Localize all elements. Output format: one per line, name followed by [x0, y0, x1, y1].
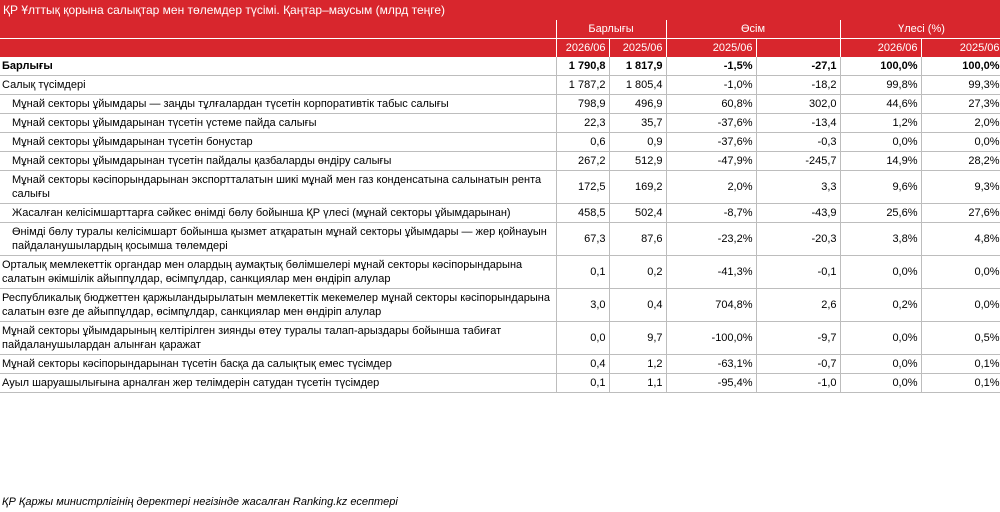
growth-percent: -41,3% — [666, 256, 756, 289]
share-2026: 0,0% — [840, 322, 921, 355]
share-2025: 0,5% — [921, 322, 1000, 355]
header-year: 2025/06 — [921, 39, 1000, 58]
table-row — [0, 57, 1000, 76]
total-2025: 496,9 — [609, 95, 666, 114]
row-label: Ауыл шаруашылығына арналған жер телімдерін сатудан түсетін түсімдер — [0, 374, 556, 393]
table-row — [0, 204, 1000, 223]
total-2025: 0,9 — [609, 133, 666, 152]
table-row — [0, 114, 1000, 133]
total-2026: 798,9 — [556, 95, 609, 114]
table-row — [0, 76, 1000, 95]
table-row — [0, 289, 1000, 322]
table-row — [0, 374, 1000, 393]
total-2026: 0,1 — [556, 256, 609, 289]
total-2025: 1,1 — [609, 374, 666, 393]
total-2025: 512,9 — [609, 152, 666, 171]
table-row — [0, 133, 1000, 152]
total-2026: 67,3 — [556, 223, 609, 256]
total-2025: 0,4 — [609, 289, 666, 322]
share-2026: 9,6% — [840, 171, 921, 204]
growth-percent: -100,0% — [666, 322, 756, 355]
growth-absolute: -13,4 — [756, 114, 840, 133]
share-2025: 27,6% — [921, 204, 1000, 223]
table-row — [0, 171, 1000, 204]
table-row — [0, 95, 1000, 114]
row-label: Мұнай секторы ұйымдарынан түсетін бонустар — [0, 133, 556, 152]
row-label: Барлығы — [0, 57, 556, 76]
payments-table — [0, 20, 1000, 393]
total-2026: 0,0 — [556, 322, 609, 355]
growth-absolute: -0,3 — [756, 133, 840, 152]
growth-percent: 704,8% — [666, 289, 756, 322]
row-label: Мұнай секторы кәсіпорындарынан түсетін басқа да салықтық емес түсімдер — [0, 355, 556, 374]
growth-percent: 60,8% — [666, 95, 756, 114]
share-2025: 99,3% — [921, 76, 1000, 95]
header-year: 2026/06 — [840, 39, 921, 58]
growth-absolute: -18,2 — [756, 76, 840, 95]
total-2026: 22,3 — [556, 114, 609, 133]
total-2026: 1 787,2 — [556, 76, 609, 95]
growth-percent: -23,2% — [666, 223, 756, 256]
growth-absolute: -1,0 — [756, 374, 840, 393]
growth-percent: -63,1% — [666, 355, 756, 374]
share-2026: 100,0% — [840, 57, 921, 76]
growth-percent: -37,6% — [666, 133, 756, 152]
row-label: Жасалған келісімшарттарға сәйкес өнімді бөлу бойынша ҚР үлесі (мұнай секторы ұйымдарынан) — [0, 204, 556, 223]
total-2026: 267,2 — [556, 152, 609, 171]
share-2025: 27,3% — [921, 95, 1000, 114]
table-row — [0, 355, 1000, 374]
total-2025: 1 805,4 — [609, 76, 666, 95]
total-2025: 87,6 — [609, 223, 666, 256]
growth-percent: -1,5% — [666, 57, 756, 76]
growth-absolute: 302,0 — [756, 95, 840, 114]
growth-absolute: -0,1 — [756, 256, 840, 289]
share-2025: 0,0% — [921, 133, 1000, 152]
share-2026: 0,2% — [840, 289, 921, 322]
row-label: Өнімді бөлу туралы келісімшарт бойынша қызмет атқаратын мұнай секторы ұйымдары — жер қойнауын пайдаланушылардың қосымша төлемдері — [0, 223, 556, 256]
row-label: Республикалық бюджеттен қаржыландырылатын мемлекеттік мекемелер мұнай секторы кәсіпорындарына салатын өзге де айыппұлдар, өсімпұлдар, санкциялар мен өндіріп алулар — [0, 289, 556, 322]
growth-absolute: 2,6 — [756, 289, 840, 322]
source-note: ҚР Қаржы министрлігінің деректері негізінде жасалған Ranking.kz есептері — [2, 496, 398, 508]
row-label: Мұнай секторы ұйымдарынан түсетін үстеме пайда салығы — [0, 114, 556, 133]
share-2025: 0,0% — [921, 289, 1000, 322]
share-2025: 0,1% — [921, 355, 1000, 374]
header-share: Үлесі (%) — [840, 20, 1000, 39]
share-2026: 99,8% — [840, 76, 921, 95]
row-label: Мұнай секторы кәсіпорындарынан экспортталатын шикі мұнай мен газ конденсатына салынатын рента салығы — [0, 171, 556, 204]
table-title: ҚР Ұлттық қорына салықтар мен төлемдер түсімі. Қаңтар–маусым (млрд теңге) — [0, 0, 1000, 20]
share-2025: 0,0% — [921, 256, 1000, 289]
header-year-row — [0, 39, 1000, 58]
growth-absolute: -0,7 — [756, 355, 840, 374]
total-2025: 1,2 — [609, 355, 666, 374]
total-2026: 0,6 — [556, 133, 609, 152]
table-row — [0, 223, 1000, 256]
total-2026: 0,1 — [556, 374, 609, 393]
growth-percent: -37,6% — [666, 114, 756, 133]
table-body — [0, 57, 1000, 393]
header-group-row — [0, 20, 1000, 39]
share-2025: 4,8% — [921, 223, 1000, 256]
growth-percent: 2,0% — [666, 171, 756, 204]
header-year — [756, 39, 840, 58]
total-2025: 0,2 — [609, 256, 666, 289]
growth-absolute: -27,1 — [756, 57, 840, 76]
share-2026: 3,8% — [840, 223, 921, 256]
growth-percent: -1,0% — [666, 76, 756, 95]
total-2026: 458,5 — [556, 204, 609, 223]
total-2026: 1 790,8 — [556, 57, 609, 76]
share-2026: 0,0% — [840, 133, 921, 152]
total-2025: 35,7 — [609, 114, 666, 133]
share-2026: 14,9% — [840, 152, 921, 171]
header-growth: Өсім — [666, 20, 840, 39]
header-year: 2025/06 — [666, 39, 756, 58]
share-2025: 100,0% — [921, 57, 1000, 76]
total-2025: 1 817,9 — [609, 57, 666, 76]
total-2026: 172,5 — [556, 171, 609, 204]
header-total: Барлығы — [556, 20, 666, 39]
growth-percent: -47,9% — [666, 152, 756, 171]
table-row — [0, 322, 1000, 355]
header-blank-sub — [0, 39, 556, 58]
growth-percent: -95,4% — [666, 374, 756, 393]
header-year: 2025/06 — [609, 39, 666, 58]
growth-absolute: 3,3 — [756, 171, 840, 204]
total-2025: 169,2 — [609, 171, 666, 204]
header-blank — [0, 20, 556, 39]
share-2026: 0,0% — [840, 374, 921, 393]
growth-absolute: -20,3 — [756, 223, 840, 256]
growth-absolute: -43,9 — [756, 204, 840, 223]
share-2026: 1,2% — [840, 114, 921, 133]
row-label: Мұнай секторы ұйымдары — заңды тұлғалардан түсетін корпоративтік табыс салығы — [0, 95, 556, 114]
row-label: Мұнай секторы ұйымдарынан түсетін пайдалы қазбаларды өндіру салығы — [0, 152, 556, 171]
share-2025: 28,2% — [921, 152, 1000, 171]
row-label: Орталық мемлекеттік органдар мен олардың аумақтық бөлімшелері мұнай секторы кәсіпорындарына салатын әкімшілік айыппұлдар, өсімпұлдар, санкциялар мен өндіріп алулар — [0, 256, 556, 289]
row-label: Салық түсімдері — [0, 76, 556, 95]
header-year: 2026/06 — [556, 39, 609, 58]
share-2026: 44,6% — [840, 95, 921, 114]
total-2025: 502,4 — [609, 204, 666, 223]
total-2026: 0,4 — [556, 355, 609, 374]
growth-absolute: -9,7 — [756, 322, 840, 355]
total-2026: 3,0 — [556, 289, 609, 322]
total-2025: 9,7 — [609, 322, 666, 355]
row-label: Мұнай секторы ұйымдарының келтірілген зиянды өтеу туралы талап-арыздары бойынша табиғат пайдаланушылардан алынған қаражат — [0, 322, 556, 355]
growth-absolute: -245,7 — [756, 152, 840, 171]
table-row — [0, 152, 1000, 171]
share-2025: 0,1% — [921, 374, 1000, 393]
share-2026: 0,0% — [840, 256, 921, 289]
share-2025: 9,3% — [921, 171, 1000, 204]
share-2025: 2,0% — [921, 114, 1000, 133]
growth-percent: -8,7% — [666, 204, 756, 223]
share-2026: 0,0% — [840, 355, 921, 374]
table-row — [0, 256, 1000, 289]
share-2026: 25,6% — [840, 204, 921, 223]
